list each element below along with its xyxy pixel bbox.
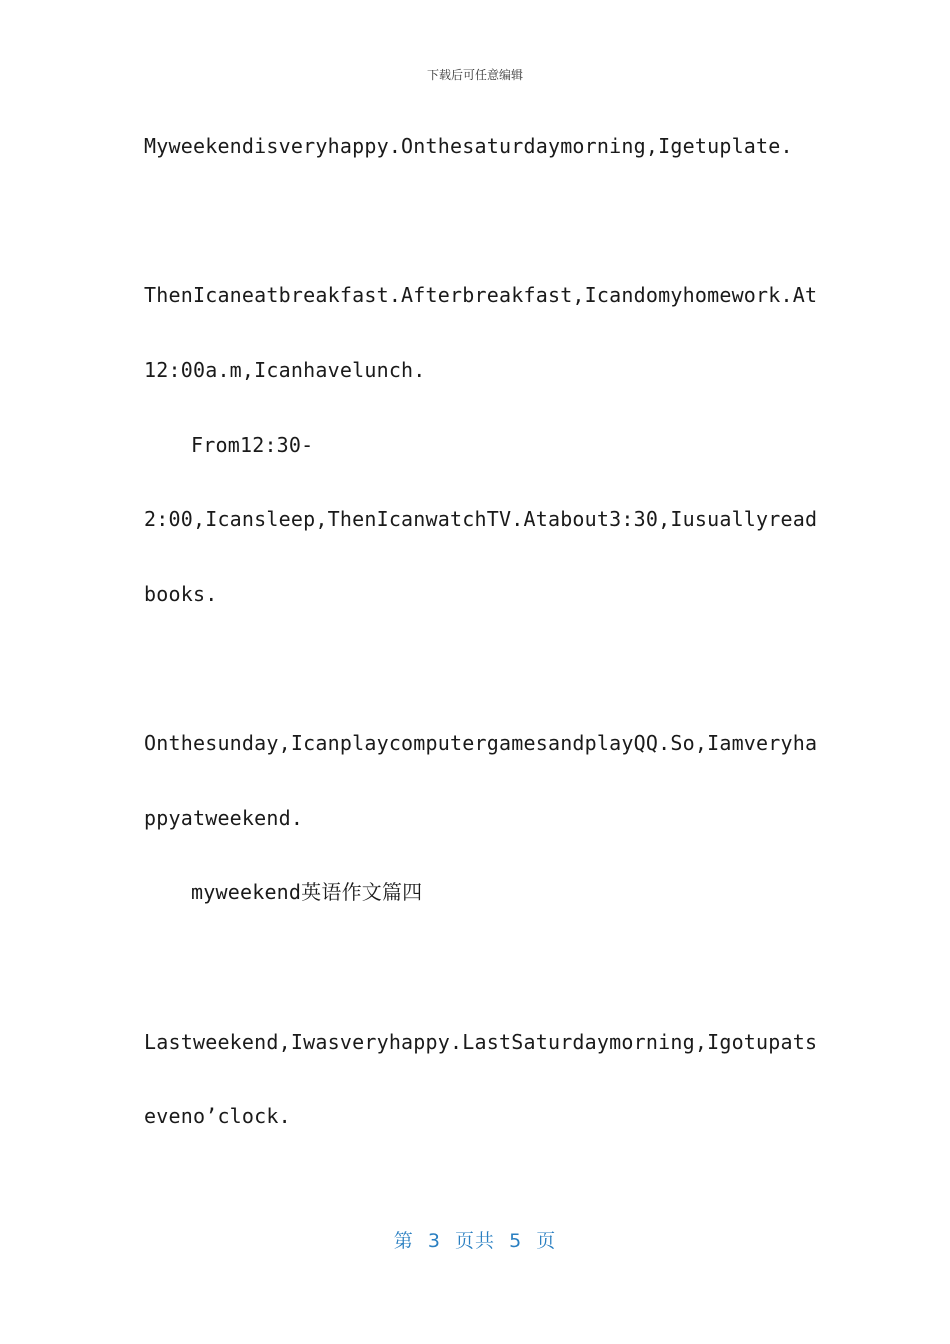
text-line: From12:30- — [191, 433, 314, 457]
text-line: ppyatweekend. — [144, 806, 304, 830]
text-line: books. — [144, 582, 218, 606]
page-header: 下载后可任意编辑 — [426, 68, 523, 82]
page-number-footer: 第 3 页共 5 页 — [393, 1230, 557, 1252]
text-line: 12:00a.m,Icanhavelunch. — [144, 358, 426, 382]
text-line: Onthesunday,IcanplaycomputergamesandplayQQ.So,Iamveryha — [144, 731, 818, 755]
section-heading: myweekend英语作文篇四 — [191, 880, 423, 904]
text-line: eveno’clock. — [144, 1104, 291, 1128]
text-line: ThenIcaneatbreakfast.Afterbreakfast,Icandomyhomework.At — [144, 283, 818, 307]
text-line: Myweekendisveryhappy.Onthesaturdaymorning,Igetuplate. — [144, 134, 793, 158]
text-line: Lastweekend,Iwasveryhappy.LastSaturdaymorning,Igotupats — [144, 1030, 818, 1054]
text-line: 2:00,Icansleep,ThenIcanwatchTV.Atabout3:30,Iusuallyread — [144, 507, 818, 531]
